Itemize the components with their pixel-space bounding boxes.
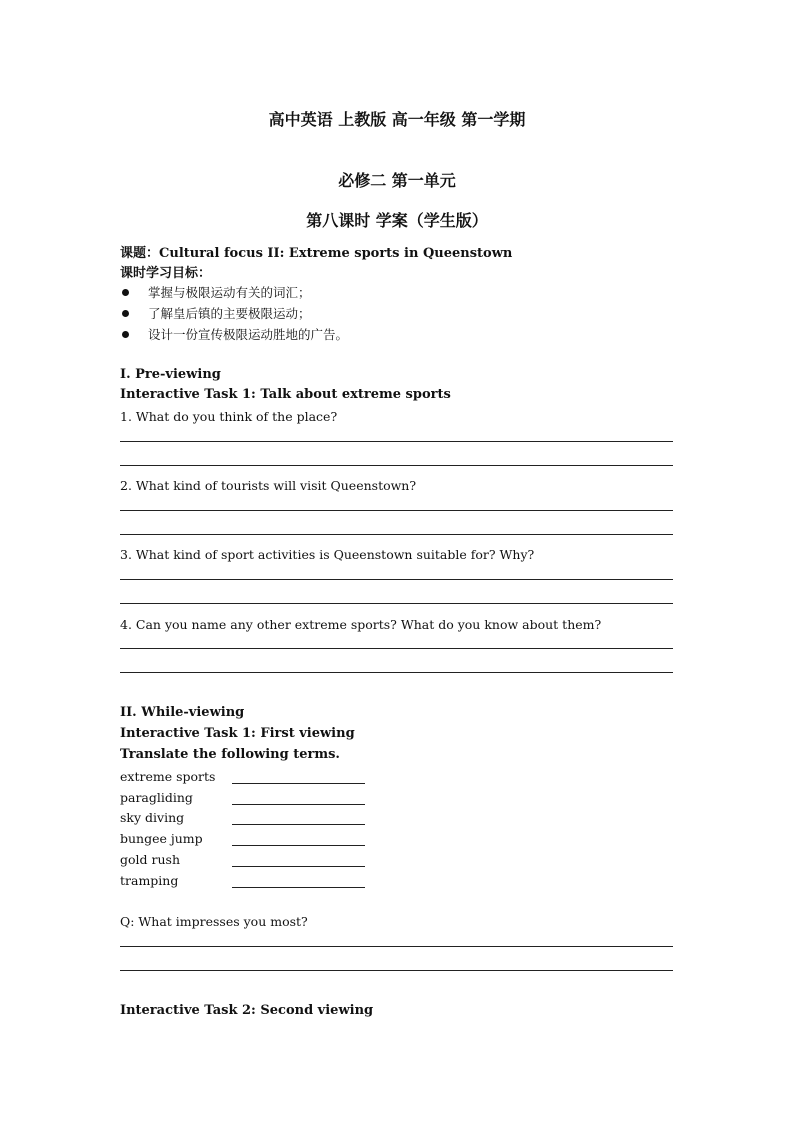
term-blank[interactable]: [232, 887, 365, 888]
section2-heading: II. While-viewing: [120, 705, 245, 720]
impression-question: Q: What impresses you most?: [120, 914, 308, 929]
question-3: 3. What kind of sport activities is Queenstown suitable for? Why?: [120, 547, 535, 562]
topic-line: [120, 242, 512, 261]
term-blank[interactable]: [232, 783, 365, 784]
answer-line[interactable]: [120, 441, 673, 442]
answer-line[interactable]: [120, 970, 673, 971]
bullet-icon: [122, 331, 129, 338]
topic-label: 课题：: [120, 246, 160, 261]
page-title: 高中英语 上教版 高一年级 第一学期: [268, 110, 526, 129]
section2-instruction: Translate the following terms.: [120, 747, 340, 762]
term-blank[interactable]: [232, 866, 365, 867]
goals-heading: 课时学习目标：: [120, 266, 212, 281]
answer-line[interactable]: [120, 946, 673, 947]
answer-line[interactable]: [120, 579, 673, 580]
section2-task1: Interactive Task 1: First viewing: [120, 726, 355, 741]
section1-heading: I. Pre-viewing: [120, 367, 221, 382]
lesson-title: 第八课时 学案（学生版）: [306, 211, 488, 230]
term-label: extreme sports: [120, 769, 216, 784]
section1-task: Interactive Task 1: Talk about extreme sports: [120, 387, 451, 402]
term-label: paragliding: [120, 790, 193, 805]
question-4: 4. Can you name any other extreme sports? What do you know about them?: [120, 617, 602, 632]
term-blank[interactable]: [232, 845, 365, 846]
term-blank[interactable]: [232, 804, 365, 805]
goal-item: 设计一份宣传极限运动胜地的广告。: [148, 327, 349, 342]
goal-item: 掌握与极限运动有关的词汇；: [148, 285, 311, 300]
answer-line[interactable]: [120, 648, 673, 649]
topic-text: Cultural focus II: Extreme sports in Queenstown: [159, 246, 513, 261]
question-1: 1. What do you think of the place?: [120, 409, 338, 424]
bullet-icon: [122, 289, 129, 296]
unit-title: 必修二 第一单元: [338, 171, 456, 190]
goal-item: 了解皇后镇的主要极限运动；: [148, 306, 311, 321]
term-label: tramping: [120, 873, 179, 888]
answer-line[interactable]: [120, 510, 673, 511]
term-label: gold rush: [120, 852, 180, 867]
answer-line[interactable]: [120, 534, 673, 535]
term-label: bungee jump: [120, 831, 203, 846]
answer-line[interactable]: [120, 672, 673, 673]
bullet-icon: [122, 310, 129, 317]
answer-line[interactable]: [120, 465, 673, 466]
answer-line[interactable]: [120, 603, 673, 604]
term-blank[interactable]: [232, 824, 365, 825]
question-2: 2. What kind of tourists will visit Queenstown?: [120, 478, 417, 493]
section2-task2: Interactive Task 2: Second viewing: [120, 1003, 374, 1018]
term-label: sky diving: [120, 810, 185, 825]
